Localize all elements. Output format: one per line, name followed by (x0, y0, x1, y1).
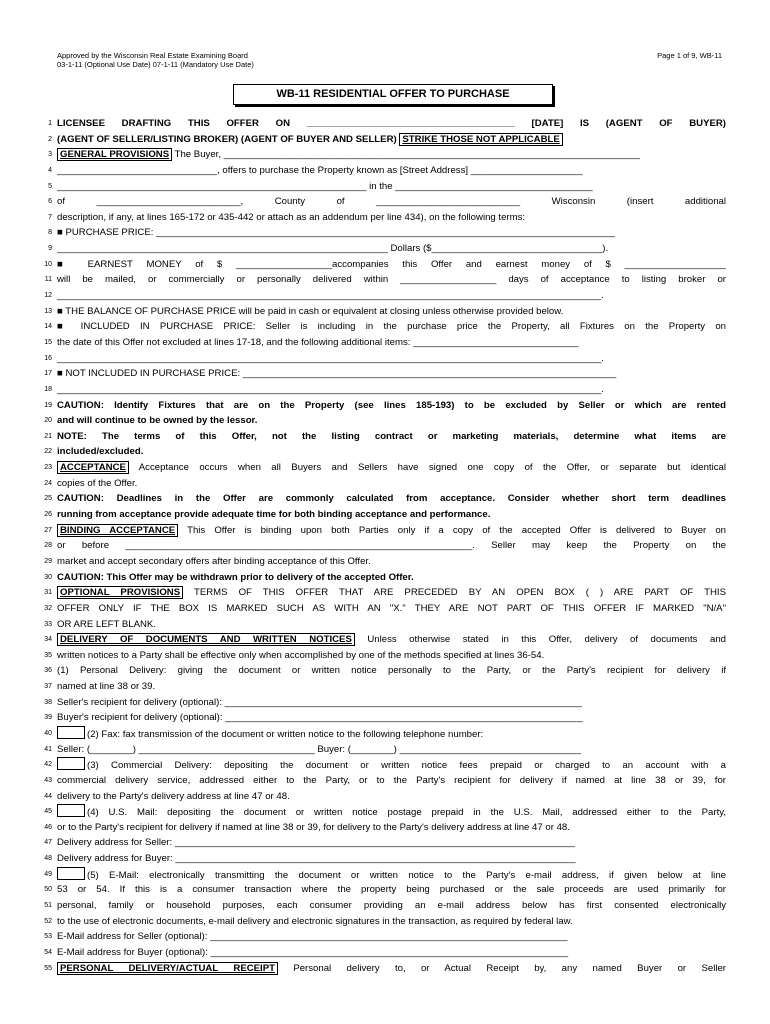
line-content: ______________________________________________________________________________________________________. (57, 383, 604, 395)
line-content: will be mailed, or commercially or personally delivered within __________________ days of acceptance to listing broker or (57, 274, 726, 286)
form-line (0, 945, 770, 961)
form-line (0, 867, 770, 883)
line-content: CAUTION: This Offer may be withdrawn prior to delivery of the accepted Offer. (57, 571, 414, 583)
line-text (57, 476, 726, 492)
line-number: 15 (44, 338, 52, 346)
line-content: included/excluded. (57, 446, 144, 458)
line-content: CAUTION: Identify Fixtures that are on the Property (see lines 185-193) to be excluded by Seller or which are rented (57, 399, 726, 411)
line-text (57, 710, 726, 726)
line-content: (4) U.S. Mail: depositing the document or written notice postage prepaid in the U.S. Mail, addressed either to the Party, (87, 807, 726, 819)
line-number: 14 (44, 323, 52, 331)
form-line (0, 773, 770, 789)
form-line (0, 382, 770, 398)
line-content: commercial delivery service, addressed either to the Party, or to the Party's recipient for delivery if named at line 38 or 39, for (57, 774, 726, 786)
form-line (0, 617, 770, 633)
line-number: 4 (48, 166, 52, 174)
line-text (57, 851, 726, 867)
line-content: (5) E-Mail: electronically transmitting the document or written notice to the Party's e-mail address, if given below at line (87, 869, 726, 881)
line-number: 53 (44, 933, 52, 941)
line-text (57, 929, 726, 945)
line-number: 1 (48, 120, 52, 127)
line-number: 35 (44, 651, 52, 659)
line-content: ______________________________________________________________________________________________________. (57, 290, 604, 302)
form-line (0, 210, 770, 226)
line-content: Buyer's recipient for delivery (optional): ___________________________________________________________________ (57, 712, 583, 724)
line-content: copies of the Offer. (57, 477, 138, 489)
line-content: (3) Commercial Delivery: depositing the document or written notice fees prepaid or charged to an account with a (87, 760, 726, 772)
line-content: ■ EARNEST MONEY of $ __________________accompanies this Offer and earnest money of $ ___________________ (57, 258, 726, 270)
line-text (57, 679, 726, 695)
form-line (0, 429, 770, 445)
line-content: Delivery address for Seller: ___________________________________________________________________________ (57, 837, 576, 849)
line-content: E-Mail address for Seller (optional): ___________________________________________________________________ (57, 931, 568, 943)
line-number: 27 (44, 526, 52, 534)
line-content: 53 or 54. If this is a consumer transaction where the property being purchased or the sale proceeds are used primarily for (57, 884, 726, 896)
line-text (57, 272, 726, 288)
form-line (0, 413, 770, 429)
line-number: 36 (44, 667, 52, 675)
line-text (57, 491, 726, 507)
line-number: 42 (44, 761, 52, 769)
line-text (57, 398, 726, 414)
form-line (0, 898, 770, 914)
line-number: 28 (44, 542, 52, 550)
line-text (57, 116, 726, 132)
form-line (0, 554, 770, 570)
line-text (57, 335, 726, 351)
line-content: of ___________________________, County of ___________________________ Wisconsin (insert additional (57, 196, 726, 208)
line-content: NOTE: The terms of this Offer, not the listing contract or marketing materials, determine what items are (57, 430, 726, 442)
line-text (57, 257, 726, 273)
line-content: ______________________________________________________________ Dollars ($________________________________). (57, 243, 609, 255)
form-line (0, 570, 770, 586)
form-line (0, 710, 770, 726)
line-text (57, 241, 726, 257)
form-line (0, 961, 770, 977)
line-content: LICENSEE DRAFTING THIS OFFER ON _______________________________________ [DATE] IS (AGENT OF BUYER) (57, 118, 726, 129)
line-number: 16 (44, 354, 52, 362)
line-content: ______________________________, offers to purchase the Property known as [Street Address] _____________________ (57, 164, 583, 176)
line-number: 9 (48, 245, 52, 253)
line-text (57, 507, 726, 523)
line-number: 32 (44, 604, 52, 612)
line-text (57, 163, 726, 179)
line-text (57, 225, 726, 241)
line-number: 40 (44, 729, 52, 737)
line-content: (2) Fax: fax transmission of the document or written notice to the following telephone number: (87, 728, 484, 740)
line-number: 39 (44, 714, 52, 722)
form-line (0, 460, 770, 476)
line-text (57, 804, 726, 821)
line-text (57, 132, 726, 148)
line-text (57, 444, 726, 460)
form-line (0, 194, 770, 210)
line-text (57, 179, 726, 195)
line-text (57, 820, 726, 836)
form-line (0, 507, 770, 523)
line-content: Acceptance occurs when all Buyers and Sellers have signed one copy of the Offer, or separate but identical (128, 462, 726, 474)
line-text (57, 585, 726, 601)
line-content: market and accept secondary offers after binding acceptance of this Offer. (57, 555, 371, 567)
line-content: or before _________________________________________________________________. Seller may keep the Property on the (57, 540, 726, 552)
form-line (0, 804, 770, 820)
line-text (57, 726, 726, 743)
line-text (57, 319, 726, 335)
line-content: to the use of electronic documents, e-mail delivery and electronic signatures in the transaction, as required by federal law. (57, 915, 573, 927)
form-line (0, 225, 770, 241)
form-line (0, 523, 770, 539)
line-number: 37 (44, 683, 52, 691)
line-content: This Offer is binding upon both Parties only if a copy of the accepted Offer is delivered to Buyer on (178, 524, 726, 536)
form-line (0, 444, 770, 460)
line-number: 30 (44, 573, 52, 581)
line-number: 45 (44, 808, 52, 816)
form-line (0, 319, 770, 335)
line-text (57, 460, 726, 476)
line-content: written notices to a Party shall be effective only when accomplished by one of the methods specified at lines 36-54. (57, 649, 545, 661)
form-line (0, 742, 770, 758)
form-line (0, 163, 770, 179)
line-number: 43 (44, 776, 52, 784)
line-content: ■ INCLUDED IN PURCHASE PRICE: Seller is including in the purchase price the Property, all Fixtures on the Property on (57, 321, 726, 333)
line-number: 54 (44, 948, 52, 956)
line-content: (1) Personal Delivery: giving the document or written notice personally to the Party, or the Party's recipient for delivery if (57, 665, 726, 677)
line-number: 10 (44, 260, 52, 268)
form-line (0, 882, 770, 898)
form-line (0, 835, 770, 851)
form-line (0, 304, 770, 320)
line-content: personal, family or household purposes, each consumer providing an e-mail address below has first consented electronically (57, 900, 726, 912)
form-line (0, 585, 770, 601)
section-heading: OPTIONAL PROVISIONS (57, 586, 183, 599)
line-text (57, 147, 726, 163)
line-text (57, 523, 726, 539)
line-content: ______________________________________________________________________________________________________. (57, 352, 604, 364)
line-number: 49 (44, 870, 52, 878)
form-line (0, 726, 770, 742)
form-line (0, 491, 770, 507)
line-content: Unless otherwise stated in this Offer, delivery of documents and (354, 634, 726, 646)
line-content: Seller: (________) _________________________________ Buyer: (________) __________________________________ (57, 743, 581, 755)
line-text (57, 413, 726, 429)
line-number: 52 (44, 917, 52, 925)
line-number: 26 (44, 511, 52, 519)
option-checkbox[interactable] (57, 867, 85, 880)
line-number: 5 (48, 182, 52, 190)
form-line (0, 179, 770, 195)
line-number: 48 (44, 855, 52, 863)
line-text (57, 429, 726, 445)
line-text (57, 773, 726, 789)
form-line (0, 929, 770, 945)
form-line (0, 663, 770, 679)
line-text (57, 757, 726, 774)
line-content: or to the Party's recipient for delivery if named at line 38 or 39, for delivery to the Party's delivery address at line 47 or 48. (57, 821, 570, 833)
line-text (57, 742, 726, 758)
approval-text: Approved by the Wisconsin Real Estate Examining Board (57, 51, 248, 60)
line-text (57, 789, 726, 805)
line-content: delivery to the Party's delivery address at line 47 or 48. (57, 790, 290, 802)
form-line (0, 601, 770, 617)
line-text (57, 914, 726, 930)
line-number: 22 (44, 448, 52, 456)
line-content: Delivery address for Buyer: ___________________________________________________________________________ (57, 853, 576, 865)
line-text (57, 382, 726, 398)
form-line (0, 757, 770, 773)
form-line (0, 476, 770, 492)
form-approval-header (57, 51, 254, 69)
line-number: 34 (44, 636, 52, 644)
form-line (0, 632, 770, 648)
section-heading: GENERAL PROVISIONS (57, 148, 172, 161)
line-content: and will continue to be owned by the lessor. (57, 415, 258, 427)
line-content: (AGENT OF SELLER/LISTING BROKER) (AGENT OF BUYER AND SELLER) (57, 133, 397, 145)
form-line (0, 147, 770, 163)
section-heading: BINDING ACCEPTANCE (57, 524, 178, 537)
line-number: 44 (44, 792, 52, 800)
line-content: __________________________________________________________ in the _____________________________________ (57, 180, 593, 192)
line-number: 31 (44, 589, 52, 597)
line-number: 17 (44, 370, 52, 378)
line-text (57, 601, 726, 617)
form-body (0, 116, 770, 976)
line-number: 55 (44, 964, 52, 972)
line-number: 12 (44, 292, 52, 300)
line-number: 11 (44, 276, 52, 284)
line-text (57, 961, 726, 977)
line-text (57, 882, 726, 898)
line-number: 8 (48, 229, 52, 237)
line-number: 3 (48, 151, 52, 159)
line-text (57, 663, 726, 679)
line-text (57, 570, 726, 586)
form-line (0, 914, 770, 930)
section-heading: PERSONAL DELIVERY/ACTUAL RECEIPT (57, 962, 278, 975)
line-number: 50 (44, 886, 52, 894)
line-number: 23 (44, 464, 52, 472)
form-line (0, 648, 770, 664)
line-text (57, 288, 726, 304)
line-number: 41 (44, 745, 52, 753)
line-content: the date of this Offer not excluded at lines 17-18, and the following additional items: _______________________________ (57, 336, 579, 348)
line-text (57, 366, 726, 382)
option-checkbox[interactable] (57, 757, 85, 770)
line-content: TERMS OF THIS OFFER THAT ARE PRECEDED BY AN OPEN BOX ( ) ARE PART OF THIS (183, 587, 726, 599)
line-content: ■ PURCHASE PRICE: ______________________________________________________________________________________ (57, 227, 615, 239)
form-title: WB-11 RESIDENTIAL OFFER TO PURCHASE (233, 84, 553, 105)
form-line (0, 679, 770, 695)
form-line (0, 366, 770, 382)
line-number: 21 (44, 432, 52, 440)
line-text (57, 835, 726, 851)
form-line (0, 538, 770, 554)
line-content: OR ARE LEFT BLANK. (57, 618, 156, 630)
line-text (57, 648, 726, 664)
section-heading: ACCEPTANCE (57, 461, 129, 474)
form-line (0, 820, 770, 836)
line-number: 6 (48, 198, 52, 206)
line-number: 19 (44, 401, 52, 409)
line-content: Seller's recipient for delivery (optional): ___________________________________________________________________ (57, 696, 583, 708)
form-line (0, 851, 770, 867)
form-line (0, 789, 770, 805)
line-text (57, 304, 726, 320)
line-number: 33 (44, 620, 52, 628)
line-content: named at line 38 or 39. (57, 681, 156, 693)
line-number: 7 (48, 213, 52, 221)
option-checkbox[interactable] (57, 726, 85, 739)
line-text (57, 194, 726, 210)
form-line (0, 116, 770, 132)
line-number: 20 (44, 417, 52, 425)
line-text (57, 554, 726, 570)
line-number: 46 (44, 823, 52, 831)
form-line (0, 288, 770, 304)
line-text (57, 210, 726, 226)
line-number: 13 (44, 307, 52, 315)
line-number: 47 (44, 839, 52, 847)
option-checkbox[interactable] (57, 804, 85, 817)
form-line (0, 241, 770, 257)
line-text (57, 945, 726, 961)
section-heading: STRIKE THOSE NOT APPLICABLE (399, 133, 562, 146)
line-number: 25 (44, 495, 52, 503)
line-number: 2 (48, 135, 52, 143)
use-dates-text: 03-1-11 (Optional Use Date) 07-1-11 (Mandatory Use Date) (57, 60, 254, 69)
line-content: E-Mail address for Buyer (optional): ___________________________________________________________________ (57, 946, 569, 958)
line-content: CAUTION: Deadlines in the Offer are commonly calculated from acceptance. Consider whether short term deadlines (57, 493, 726, 505)
line-content: ■ THE BALANCE OF PURCHASE PRICE will be paid in cash or equivalent at closing unless otherwise provided below. (57, 305, 564, 317)
line-text (57, 617, 726, 633)
line-number: 51 (44, 902, 52, 910)
line-content: OFFER ONLY IF THE BOX IS MARKED SUCH AS WITH AN "X." THEY ARE NOT PART OF THIS OFFER IF MARKED "N/A" (57, 602, 726, 614)
form-line (0, 398, 770, 414)
line-number: 24 (44, 479, 52, 487)
line-text (57, 867, 726, 884)
form-line (0, 695, 770, 711)
line-text (57, 898, 726, 914)
line-text (57, 695, 726, 711)
line-number: 18 (44, 385, 52, 393)
section-heading: DELIVERY OF DOCUMENTS AND WRITTEN NOTICES (57, 633, 355, 646)
form-line (0, 257, 770, 273)
form-line (0, 351, 770, 367)
line-number: 29 (44, 557, 52, 565)
line-content: The Buyer, ______________________________________________________________________________ (172, 149, 640, 161)
line-content: Personal delivery to, or Actual Receipt by, any named Buyer or Seller (277, 962, 726, 974)
page-indicator: Page 1 of 9, WB-11 (657, 51, 722, 60)
line-content: ■ NOT INCLUDED IN PURCHASE PRICE: ______________________________________________________________________ (57, 368, 617, 380)
form-line (0, 132, 770, 148)
line-text (57, 538, 726, 554)
line-content: running from acceptance provide adequate time for both binding acceptance and performance. (57, 509, 491, 521)
line-text (57, 632, 726, 648)
line-number: 38 (44, 698, 52, 706)
line-text (57, 351, 726, 367)
form-line (0, 272, 770, 288)
form-line (0, 335, 770, 351)
line-content: description, if any, at lines 165-172 or 435-442 or attach as an addendum per line 434), on the following terms: (57, 211, 526, 223)
